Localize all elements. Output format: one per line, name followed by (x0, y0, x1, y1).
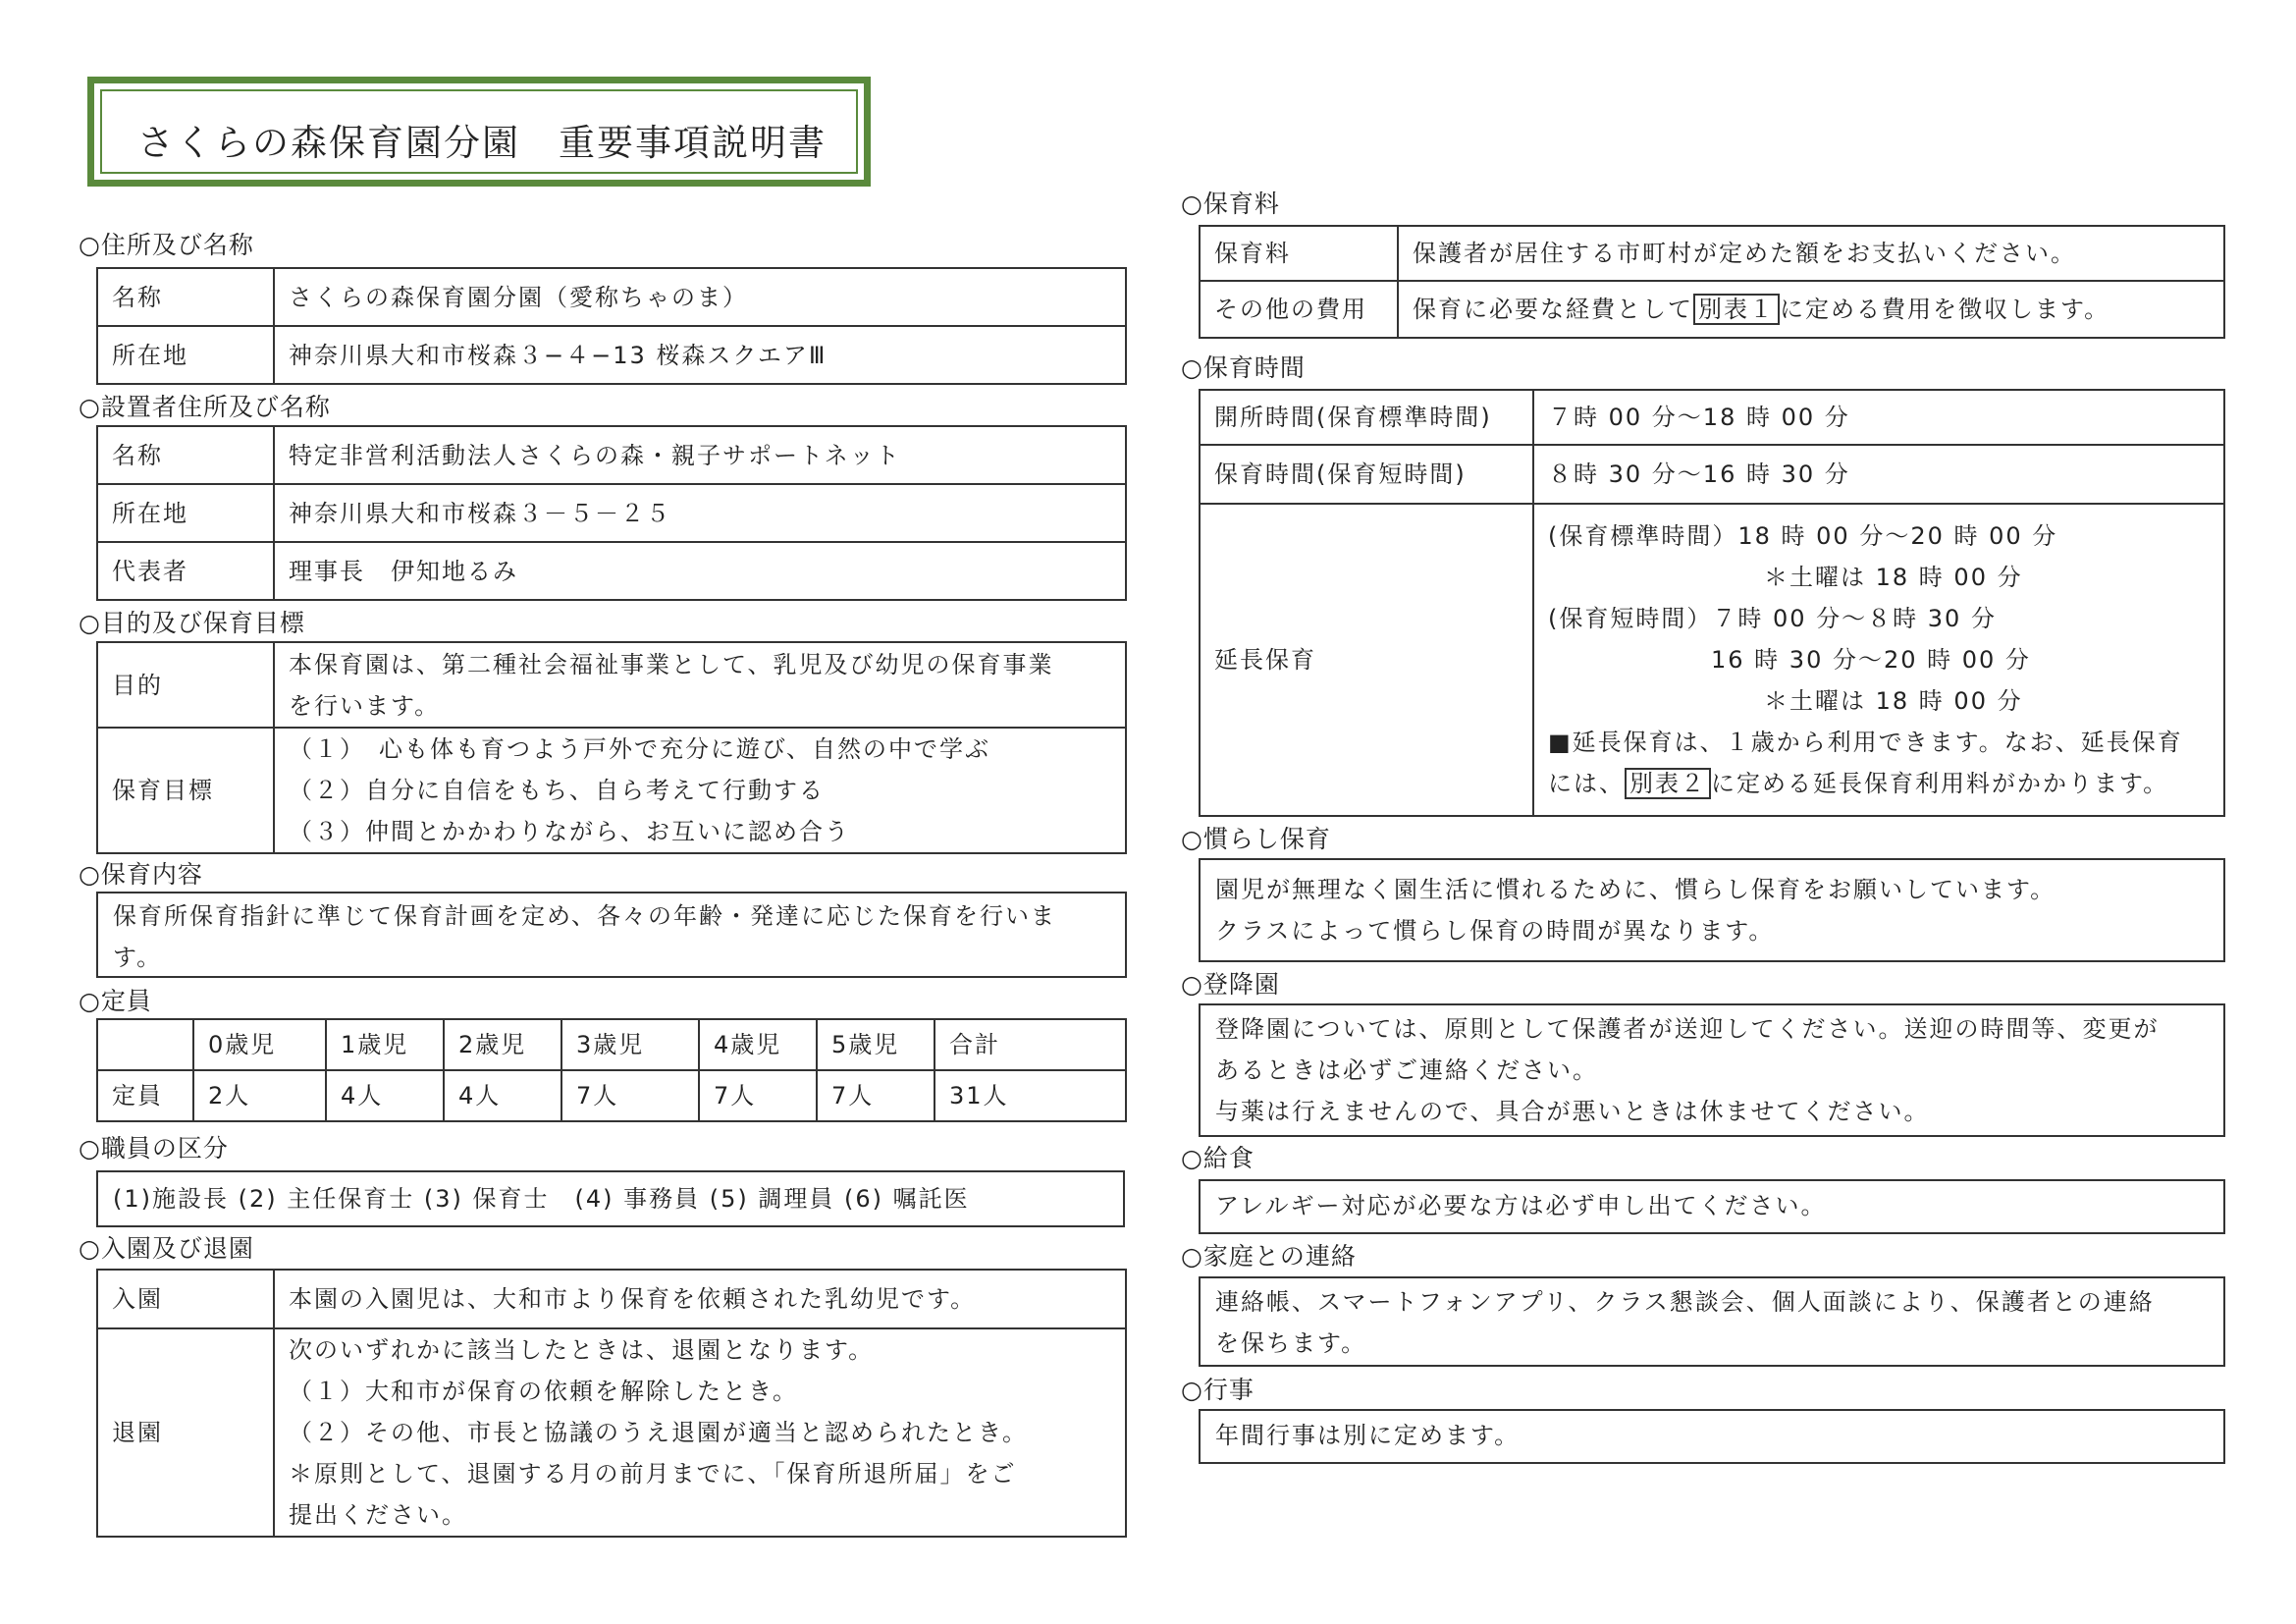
open-hours-value: ７時 00 分～18 時 00 分 (1533, 390, 2224, 445)
capacity-header: 1歳児 (326, 1019, 444, 1070)
address-location-value: 神奈川県大和市桜森３−４−13 桜森スクエアⅢ (274, 326, 1126, 384)
adapt-heading: ○慣らし保育 (1181, 825, 1331, 853)
other-cost-text-post: に定める費用を徴収します。 (1780, 296, 2110, 323)
ext-line: ＊土曜は 18 時 00 分 (1764, 687, 2023, 715)
goal-line: （１） 心も体も育つよう戸外で充分に遊び、自然の中で学ぶ (289, 735, 991, 763)
staff-box: (1)施設長 (2) 主任保育士 (3) 保育士 (4) 事務員 (5) 調理員 (6) 嘱託医 (96, 1170, 1125, 1227)
capacity-cell: 4人 (326, 1070, 444, 1121)
address-name-value: さくらの森保育園分園（愛称ちゃのま） (274, 268, 1126, 326)
adapt-line: クラスによって慣らし保育の時間が異なります。 (1215, 917, 1775, 945)
founder-name-value: 特定非営利活動法人さくらの森・親子サポートネット (274, 426, 1126, 484)
capacity-cell: 2人 (193, 1070, 326, 1121)
family-line: を保ちます。 (1215, 1329, 1367, 1357)
appendix-1-ref: 別表１ (1693, 294, 1780, 325)
address-heading: ○住所及び名称 (79, 231, 254, 259)
content-line: 保育所保育指針に準じて保育計画を定め、各々の年齢・発達に応じた保育を行いま (113, 902, 1057, 930)
exit-line: ＊原則として、退園する月の前月までに、「保育所退所届」をご (289, 1460, 1017, 1488)
purpose-table (96, 641, 1127, 854)
other-cost-label: その他の費用 (1200, 281, 1398, 338)
family-line: 連絡帳、スマートフォンアプリ、クラス懇談会、個人面談により、保護者との連絡 (1215, 1288, 2155, 1316)
ext-line: ■延長保育は、１歳から利用できます。なお、延長保育 (1548, 729, 2183, 756)
extended-care-text (1533, 504, 2224, 816)
exit-line: （１）大和市が保育の依頼を解除したとき。 (289, 1378, 799, 1405)
address-table (96, 267, 1127, 385)
capacity-header-blank (97, 1019, 193, 1070)
fee-table (1199, 225, 2225, 339)
admission-table (96, 1269, 1127, 1538)
purpose-heading: ○目的及び保育目標 (79, 609, 305, 637)
exit-line: 提出ください。 (289, 1501, 467, 1529)
exit-text (274, 1328, 1126, 1537)
capacity-cell: 31人 (934, 1070, 1126, 1121)
entry-label: 入園 (97, 1270, 274, 1328)
founder-heading: ○設置者住所及び名称 (79, 393, 331, 421)
founder-table (96, 425, 1127, 601)
capacity-cell: 7人 (561, 1070, 699, 1121)
commute-line: 登降園については、原則として保護者が送迎してください。送迎の時間等、変更が (1215, 1015, 2160, 1043)
founder-rep-value: 理事長 伊知地るみ (274, 542, 1126, 600)
admission-heading: ○入園及び退園 (79, 1234, 254, 1263)
events-heading: ○行事 (1181, 1376, 1255, 1404)
capacity-cell: 7人 (699, 1070, 817, 1121)
founder-location-label: 所在地 (97, 484, 274, 542)
exit-label: 退園 (97, 1328, 274, 1537)
capacity-header: 5歳児 (817, 1019, 934, 1070)
commute-line: 与薬は行えませんので、具合が悪いときは休ませてください。 (1215, 1098, 1930, 1125)
document-title: さくらの森保育園分園 重要事項説明書 (137, 122, 827, 164)
capacity-cell: 4人 (444, 1070, 561, 1121)
capacity-header: 3歳児 (561, 1019, 699, 1070)
adapt-box (1199, 858, 2225, 962)
content-heading: ○保育内容 (79, 860, 203, 889)
capacity-heading: ○定員 (79, 987, 152, 1015)
meal-heading: ○給食 (1181, 1144, 1255, 1172)
purpose-line: 本保育園は、第二種社会福祉事業として、乳児及び幼児の保育事業 (289, 650, 1054, 678)
ext-line: 16 時 30 分～20 時 00 分 (1711, 646, 2031, 674)
capacity-header: 0歳児 (193, 1019, 326, 1070)
ext-line: ＊土曜は 18 時 00 分 (1764, 564, 2023, 591)
goals-label: 保育目標 (97, 728, 274, 853)
founder-rep-label: 代表者 (97, 542, 274, 600)
meal-box: アレルギー対応が必要な方は必ず申し出てください。 (1199, 1179, 2225, 1234)
other-cost-text: 保育に必要な経費として (1413, 296, 1693, 323)
extended-care-label: 延長保育 (1200, 504, 1533, 816)
founder-name-label: 名称 (97, 426, 274, 484)
capacity-header: 4歳児 (699, 1019, 817, 1070)
adapt-line: 園児が無理なく園生活に慣れるために、慣らし保育をお願いしています。 (1215, 876, 2056, 903)
commute-box (1199, 1003, 2225, 1137)
short-hours-value: ８時 30 分～16 時 30 分 (1533, 445, 2224, 504)
commute-line: あるときは必ずご連絡ください。 (1215, 1056, 1598, 1084)
fee-heading: ○保育料 (1181, 189, 1280, 218)
ext-line (1548, 763, 2210, 804)
fee-label: 保育料 (1200, 226, 1398, 281)
purpose-line: を行います。 (289, 691, 441, 720)
goal-line: （２）自分に自信をもち、自ら考えて行動する (289, 777, 825, 804)
ext-line: (保育標準時間）18 時 00 分～20 時 00 分 (1548, 522, 2058, 550)
goal-line: （３）仲間とかかわりながら、お互いに認め合う (289, 818, 850, 845)
capacity-cell: 7人 (817, 1070, 934, 1121)
founder-location-value: 神奈川県大和市桜森３－５－２５ (274, 484, 1126, 542)
family-heading: ○家庭との連絡 (1181, 1242, 1357, 1271)
title-inner-frame (100, 89, 858, 174)
ext-line7-post: に定める延長保育利用料がかかります。 (1711, 770, 2169, 797)
capacity-header: 合計 (934, 1019, 1126, 1070)
purpose-label: 目的 (97, 642, 274, 728)
content-line: す。 (113, 944, 163, 971)
ext-line7-pre: には、 (1548, 770, 1625, 797)
goals-text (274, 728, 1126, 853)
entry-text: 本園の入園児は、大和市より保育を依頼された乳幼児です。 (274, 1270, 1126, 1328)
open-hours-label: 開所時間(保育標準時間) (1200, 390, 1533, 445)
hours-heading: ○保育時間 (1181, 353, 1306, 382)
capacity-header: 2歳児 (444, 1019, 561, 1070)
events-box: 年間行事は別に定めます。 (1199, 1409, 2225, 1464)
title-frame (87, 77, 871, 187)
short-hours-label: 保育時間(保育短時間) (1200, 445, 1533, 504)
exit-line: 次のいずれかに該当したときは、退園となります。 (289, 1336, 875, 1364)
address-location-label: 所在地 (97, 326, 274, 384)
commute-heading: ○登降園 (1181, 970, 1280, 999)
appendix-2-ref: 別表２ (1625, 768, 1711, 799)
capacity-row-label: 定員 (97, 1070, 193, 1121)
ext-line: (保育短時間）７時 00 分～８時 30 分 (1548, 605, 1997, 632)
address-name-label: 名称 (97, 268, 274, 326)
capacity-table (96, 1018, 1127, 1122)
hours-table (1199, 389, 2225, 817)
content-box (96, 892, 1127, 978)
purpose-text (274, 642, 1126, 728)
exit-line: （２）その他、市長と協議のうえ退園が適当と認められたとき。 (289, 1419, 1029, 1446)
other-cost-value (1398, 281, 2224, 338)
staff-heading: ○職員の区分 (79, 1134, 229, 1163)
family-box (1199, 1276, 2225, 1367)
fee-value: 保護者が居住する市町村が定めた額をお支払いください。 (1398, 226, 2224, 281)
